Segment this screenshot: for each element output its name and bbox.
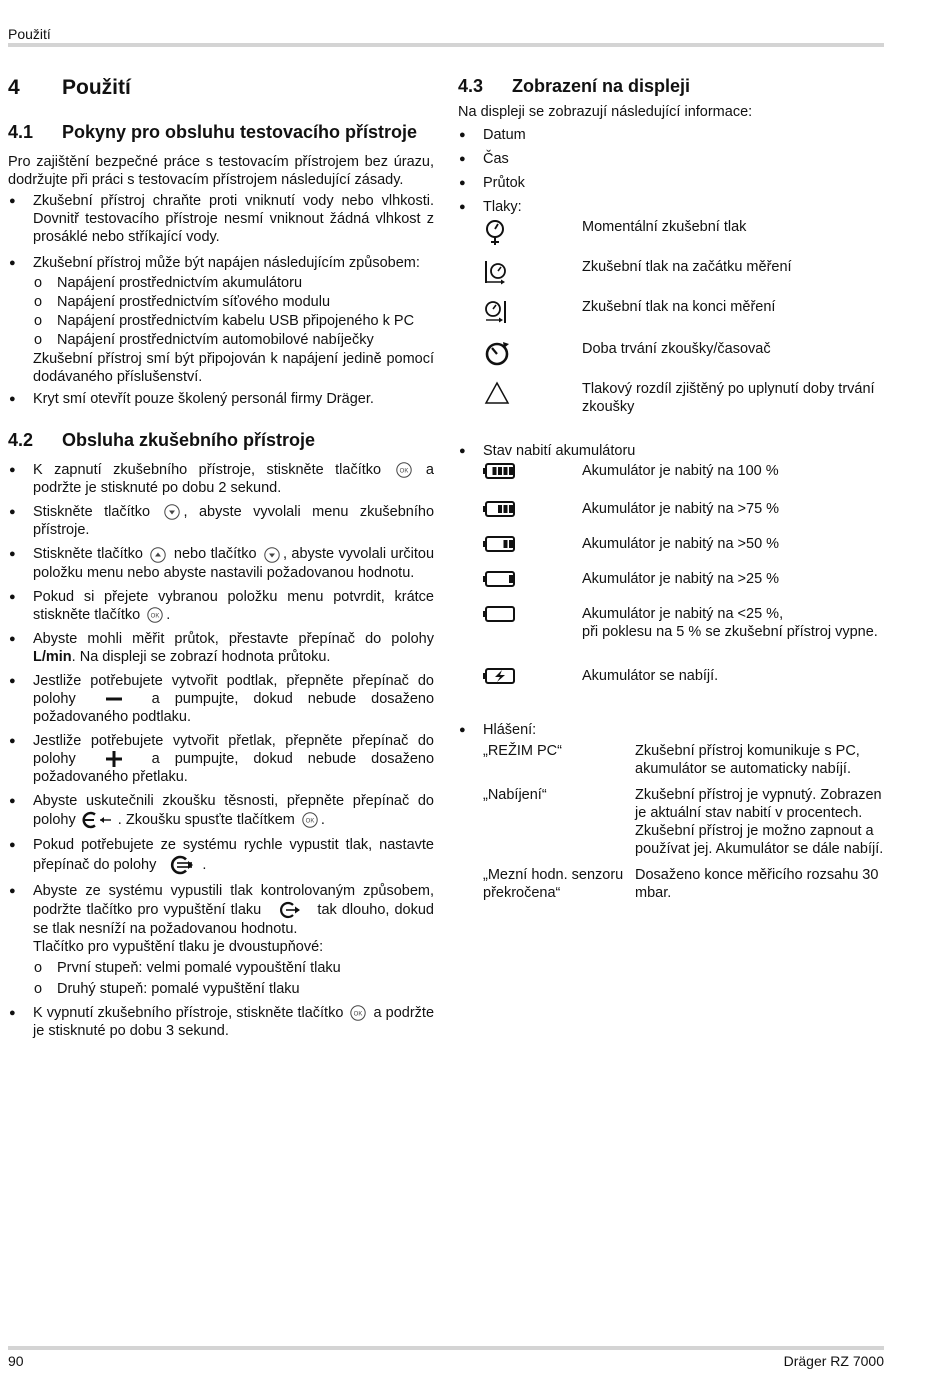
list-item-text: Abyste mohli měřit průtok, přestavte přepínač do polohy [33, 630, 434, 647]
battery-text: Akumulátor je nabitý na >50 % [582, 536, 780, 552]
battery-text: Akumulátor je nabitý na >75 % [582, 501, 780, 517]
battery-bar [498, 505, 502, 513]
battery-row [483, 570, 888, 605]
pressure-row [483, 340, 888, 380]
section-4-2-list [8, 461, 434, 1040]
list-item [8, 503, 434, 539]
flow-position-label: L/min [33, 648, 72, 665]
list-item-text: nebo tlačítko [173, 546, 257, 563]
release-stages-list [33, 959, 434, 998]
list-item-text: , abyste vyvolali menu zkušebního přístroje. [33, 504, 435, 539]
chapter-heading [8, 74, 434, 102]
section-4-3-intro: Na displeji se zobrazují následující informace: [458, 104, 753, 120]
battery-bar [504, 505, 508, 513]
battery-list [458, 442, 888, 460]
section-4-1-heading [8, 120, 434, 144]
section-title: Zobrazení na displeji [512, 76, 691, 96]
svg-text:OK: OK [305, 817, 315, 824]
sub-item: o První stupeň: velmi pomalé vypouštění tlaku [33, 959, 434, 977]
section-title: Pokyny pro obsluhu testovacího přístroje [62, 122, 418, 142]
message-line: Zkušební přístroj je vypnutý. Zobrazen je aktuální stav nabití v procentech. [635, 787, 882, 821]
battery-empty-icon [483, 605, 517, 623]
list-item-text: , abyste vyvolali určitou položku menu nebo abyste nastavili požadovanou hodnotu. [33, 546, 435, 581]
down-button-icon [161, 503, 183, 521]
plus-icon [105, 751, 123, 767]
battery-charging-icon [483, 667, 517, 685]
end-pressure-icon [483, 298, 509, 326]
battery-symbols [458, 462, 888, 717]
messages-list [458, 721, 888, 739]
message-key: „Mezní hodn. senzoru překročena“ [483, 867, 624, 901]
pressure-text [582, 380, 888, 416]
message-row [483, 786, 888, 858]
pressure-text: Doba trvání zkoušky/časovač [582, 341, 771, 357]
message-key: „REŽIM PC“ [483, 743, 562, 759]
chapter-number: 4 [8, 76, 20, 99]
section-4-1-list [8, 192, 434, 408]
message-value: Zkušební přístroj komunikuje s PC, akumulátor se automaticky nabíjí. [635, 743, 860, 777]
list-item-text: Jestliže potřebujete vytvořit přetlak, přepněte přepínač do polohy [33, 732, 434, 767]
battery-text [582, 605, 888, 641]
svg-text:OK: OK [354, 1011, 363, 1018]
timer-icon [483, 340, 511, 368]
list-item [8, 630, 434, 666]
list-item-text: . Zkoušku spusťte tlačítkem [117, 811, 295, 828]
battery-text: Akumulátor je nabitý na >25 % [582, 571, 780, 587]
footer-rule [8, 1346, 884, 1350]
battery-row [483, 667, 888, 717]
minus-icon [105, 692, 123, 706]
list-item-text: . [202, 856, 207, 873]
ok-button-icon [299, 811, 321, 829]
pressure-text-line: Tlakový rozdíl zjištěný po uplynutí doby trvání zkoušky [582, 381, 875, 415]
battery-75-icon [483, 500, 517, 518]
header-title: Použití [8, 26, 51, 42]
start-pressure-icon [483, 258, 509, 286]
header-rule [8, 43, 884, 47]
sub-item: o Napájení prostřednictvím síťového modulu [33, 293, 434, 311]
section-number: 4.1 [8, 122, 34, 142]
list-item: ● Průtok [458, 174, 888, 192]
product-name: Dräger RZ 7000 [783, 1353, 884, 1369]
message-row [483, 866, 888, 902]
list-item-text: K vypnutí zkušebního přístroje, stiskněte tlačítko [33, 1004, 344, 1021]
list-item-text: . [166, 606, 171, 623]
list-item [8, 792, 434, 830]
battery-bar [509, 575, 513, 583]
list-item [8, 882, 434, 998]
section-4-1-intro: Pro zajištění bezpečné práce s testovacím přístrojem bez úrazu, dodržujte při práci s testovacím přístrojem následující zásady. [8, 154, 434, 188]
list-item: ● Tlaky: [458, 198, 888, 216]
list-item [8, 545, 434, 581]
list-item-text: a podržte je stisknuté po dobu 3 sekund. [33, 1004, 435, 1039]
sub-item: o Napájení prostřednictvím akumulátoru [33, 274, 434, 292]
battery-bar [498, 467, 502, 475]
battery-bar [504, 467, 508, 475]
page-number: 90 [8, 1353, 24, 1369]
list-item-text: . Na displeji se zobrazí hodnota průtoku. [71, 648, 331, 665]
svg-text:OK: OK [399, 468, 408, 475]
pressure-row [483, 258, 888, 298]
list-item [8, 672, 434, 726]
chapter-title: Použití [62, 76, 131, 99]
pressure-row [483, 218, 888, 258]
list-item-text: Pokud potřebujete ze systému rychle vypustit tlak, nastavte přepínač do polohy [33, 836, 434, 873]
release-valve-icon [276, 900, 302, 920]
pressure-text: Zkušební tlak na začátku měření [582, 259, 792, 275]
list-item: ● Zkušební přístroj chraňte proti vniknutí vody nebo vlhkosti. Dovnitř testovacího přístroje nesmí vniknout žádná vlhkost z prosáklé nebo stříkající vody. [8, 192, 434, 246]
list-item: ● Čas [458, 150, 888, 168]
battery-bar [509, 540, 513, 548]
list-item: ● Kryt smí otevřít pouze školený personál firmy Dräger. [8, 390, 434, 408]
pressure-text: Zkušební tlak na konci měření [582, 299, 776, 315]
message-row [483, 742, 888, 778]
list-item: ● Stav nabití akumulátoru [458, 442, 888, 460]
sub-item: o Napájení prostřednictvím automobilové nabíječky [33, 331, 434, 349]
display-info-list [458, 126, 888, 216]
list-item-text: Pokud si přejete vybranou položku menu potvrdit, krátce stiskněte tlačítko [33, 588, 434, 623]
section-number: 4.2 [8, 430, 34, 450]
pressure-row [483, 298, 888, 340]
section-4-3-heading [458, 74, 888, 98]
fast-release-icon [166, 854, 196, 876]
list-item [8, 588, 434, 624]
battery-text-line: při poklesu na 5 % se zkušební přístroj vypne. [582, 624, 878, 640]
battery-bar [509, 505, 513, 513]
ok-button-icon [144, 606, 166, 624]
battery-100-icon [483, 462, 517, 480]
pressure-symbols [458, 218, 888, 436]
sub-item: o Napájení prostřednictvím kabelu USB připojeného k PC [33, 312, 434, 330]
gauge-icon [483, 218, 507, 248]
down-button-icon [261, 546, 283, 564]
sub-item: o Druhý stupeň: pomalé vypuštění tlaku [33, 980, 434, 998]
message-value [635, 786, 888, 858]
battery-row [483, 605, 888, 667]
list-item-text: Stiskněte tlačítko [33, 504, 151, 521]
battery-25-icon [483, 570, 517, 588]
list-item-text: Jestliže potřebujete vytvořit podtlak, přepněte přepínač do polohy [33, 672, 434, 707]
list-item-text: a pumpujte, dokud nebude dosaženo požadovaného podtlaku. [33, 690, 435, 725]
list-item: ● Hlášení: [458, 721, 888, 739]
battery-text: Akumulátor je nabitý na 100 % [582, 463, 779, 479]
battery-text: Akumulátor se nabíjí. [582, 668, 719, 684]
message-value: Dosaženo konce měřicího rozsahu 30 mbar. [635, 867, 879, 901]
battery-row [483, 462, 888, 500]
leak-test-icon [80, 810, 114, 830]
battery-row [483, 535, 888, 570]
list-item-note: Zkušební přístroj smí být připojován k napájení jedině pomocí dodávaného příslušenství. [33, 351, 434, 385]
list-item [8, 732, 434, 786]
list-item-text: a pumpujte, dokud nebude dosaženo požadovaného přetlaku. [33, 750, 435, 785]
list-item: ● Datum [458, 126, 888, 144]
message-key: „Nabíjení“ [483, 787, 547, 803]
left-column [8, 74, 434, 1046]
list-item-text: Abyste uskutečnili zkoušku těsnosti, přepněte přepínač do polohy [33, 792, 434, 828]
section-number: 4.3 [458, 76, 484, 96]
battery-50-icon [483, 535, 517, 553]
list-item [8, 254, 434, 386]
list-item-text: tak dlouho, dokud se tlak nesníží na požadovanou hodnotu. [33, 901, 434, 937]
list-item-text: Tlačítko pro vypuštění tlaku je dvoustupňové: [33, 938, 324, 955]
list-item-text: K zapnutí zkušebního přístroje, stiskněte tlačítko [33, 462, 382, 478]
battery-bar [504, 540, 508, 548]
list-item [8, 461, 434, 497]
list-item [8, 836, 434, 876]
battery-text-line: Akumulátor je nabitý na <25 %, [582, 606, 784, 622]
svg-text:OK: OK [150, 612, 160, 619]
ok-button-icon [347, 1004, 369, 1022]
delta-icon [483, 380, 511, 406]
messages-table [458, 742, 888, 902]
up-button-icon [147, 546, 169, 564]
pressure-row [483, 380, 888, 436]
power-options-list [33, 274, 434, 349]
list-item-text: Zkušební přístroj může být napájen následujícím způsobem: [33, 255, 420, 271]
battery-bar [493, 467, 497, 475]
section-title: Obsluha zkušebního přístroje [62, 430, 316, 450]
battery-row [483, 500, 888, 535]
pressure-text: Momentální zkušební tlak [582, 219, 747, 235]
list-item-text: a podržte je stisknuté po dobu 2 sekund. [33, 462, 434, 497]
message-line: Zkušební přístroj je možno zapnout a používat jej. Akumulátor se dále nabíjí. [635, 823, 884, 857]
list-item-text: Stiskněte tlačítko [33, 546, 144, 563]
list-item [8, 1004, 434, 1040]
list-item-text: . [320, 811, 325, 828]
battery-bar [509, 467, 513, 475]
right-column [458, 74, 888, 902]
ok-button-icon [393, 461, 415, 479]
list-item-text: Abyste ze systému vypustili tlak kontrolovaným způsobem, podržte tlačítko pro vypuštění tlaku [33, 882, 434, 918]
section-4-2-heading [8, 428, 434, 452]
